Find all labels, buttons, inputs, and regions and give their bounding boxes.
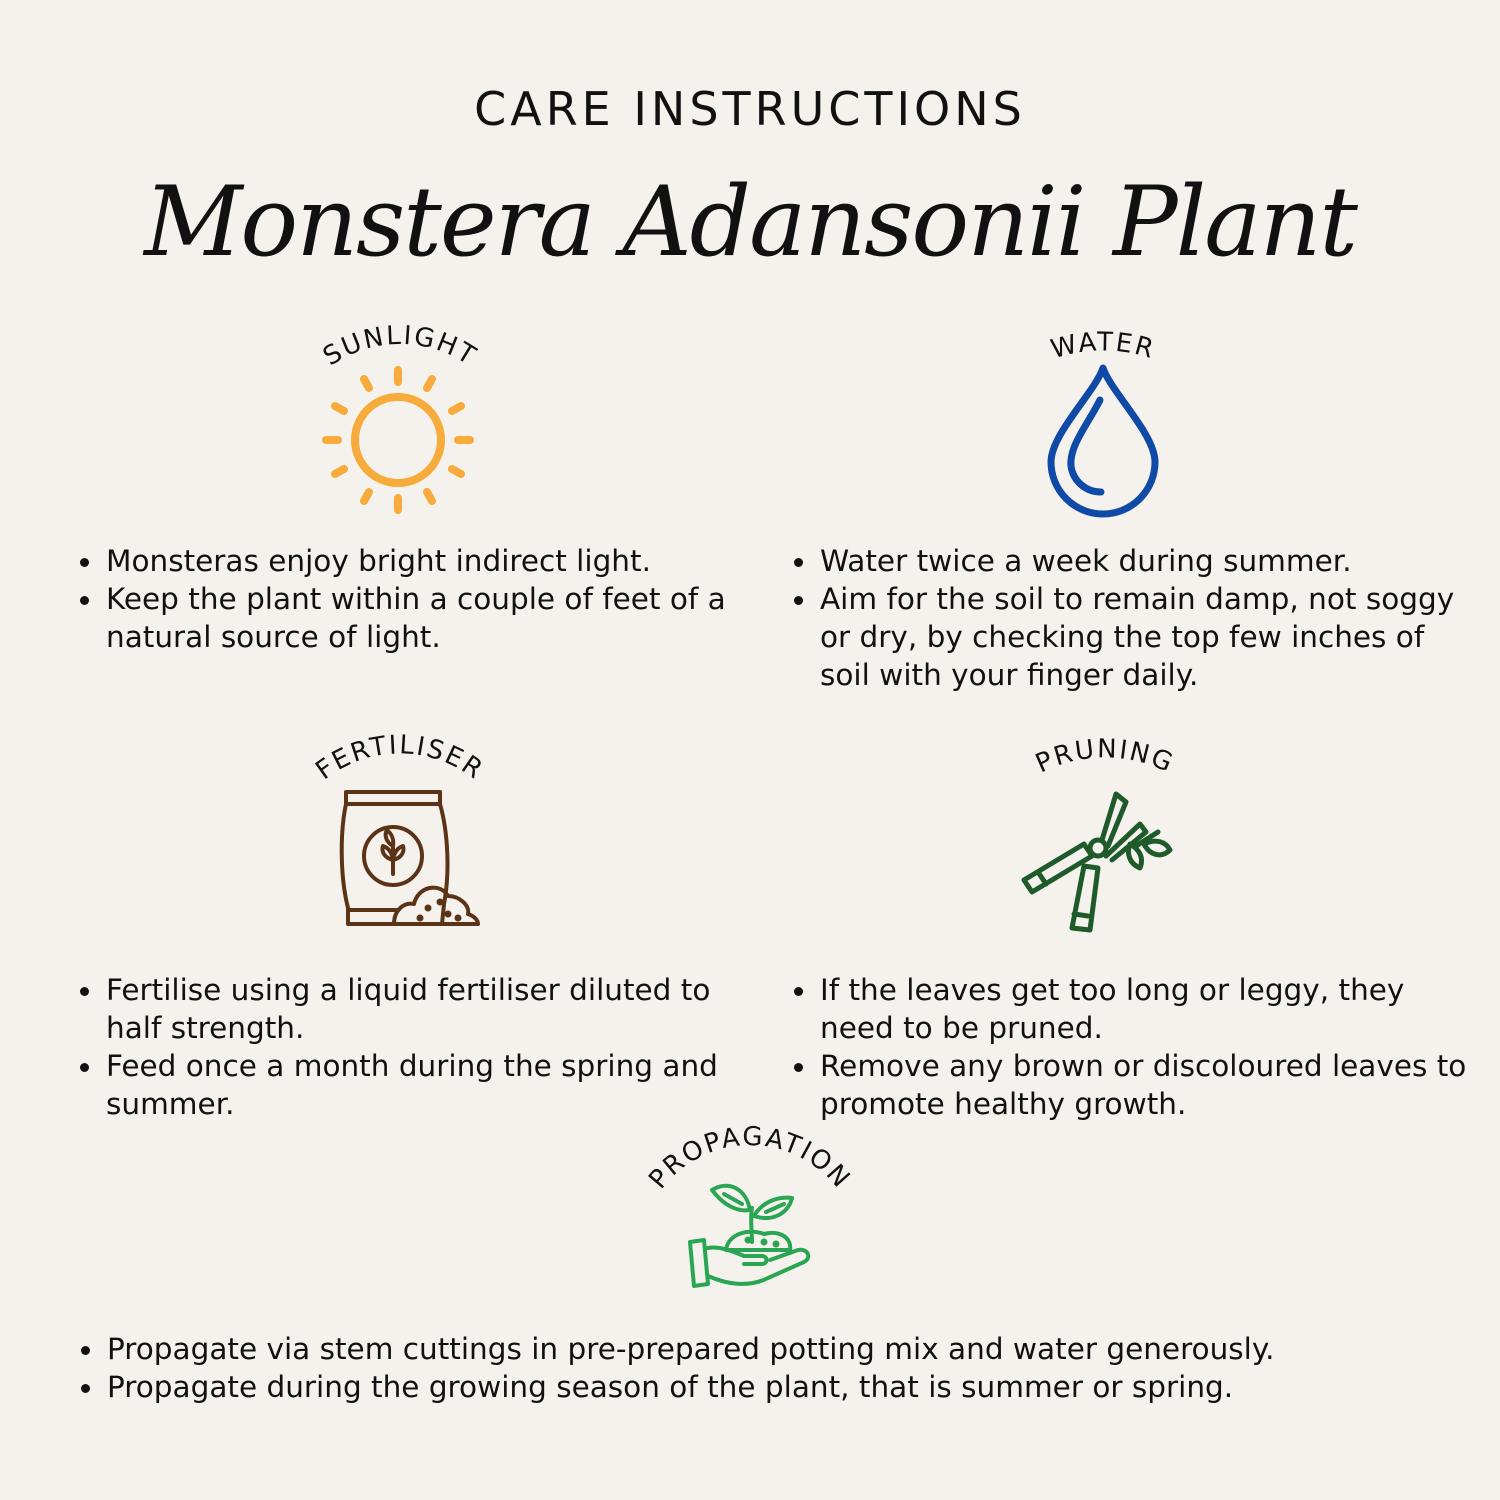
svg-text:PROPAGATION: PROPAGATION (643, 1121, 857, 1195)
svg-text:FERTILISER: FERTILISER (310, 730, 490, 787)
water-drop-icon (1043, 362, 1163, 522)
list-item: Monsteras enjoy bright indirect light. (78, 542, 748, 580)
propagation-list (79, 1330, 1459, 1406)
svg-text:SUNLIGHT: SUNLIGHT (318, 320, 482, 373)
list-item: Fertilise using a liquid fertiliser diluted to half strength. (78, 971, 758, 1047)
seedling-hand-icon (686, 1172, 816, 1296)
sun-icon (318, 362, 478, 522)
list-item: If the leaves get too long or leggy, they need to be pruned. (792, 971, 1472, 1047)
fertiliser-bag-icon (332, 782, 492, 942)
sunlight-list (78, 542, 748, 656)
list-item: Water twice a week during summer. (792, 542, 1472, 580)
list-item: Keep the plant within a couple of feet of a natural source of light. (78, 580, 748, 656)
fertiliser-list (78, 971, 758, 1123)
list-item: Propagate via stem cuttings in pre-prepared potting mix and water generously. (79, 1330, 1459, 1368)
page-title: Monstera Adansonii Plant (144, 166, 1356, 278)
pruning-label (1003, 726, 1203, 786)
water-list (792, 542, 1472, 694)
list-item: Feed once a month during the spring and summer. (78, 1047, 758, 1123)
list-item: Propagate during the growing season of the plant, that is summer or spring. (79, 1368, 1459, 1406)
svg-text:WATER: WATER (1047, 327, 1159, 366)
pruning-list (792, 971, 1472, 1123)
care-instructions-heading: CARE INSTRUCTIONS (474, 82, 1026, 136)
pruning-shears-icon (1018, 786, 1182, 936)
list-item: Aim for the soil to remain damp, not soggy or dry, by checking the top few inches of soil with your finger daily. (792, 580, 1472, 694)
list-item: Remove any brown or discoloured leaves to promote healthy growth. (792, 1047, 1472, 1123)
svg-text:PRUNING: PRUNING (1031, 734, 1179, 780)
